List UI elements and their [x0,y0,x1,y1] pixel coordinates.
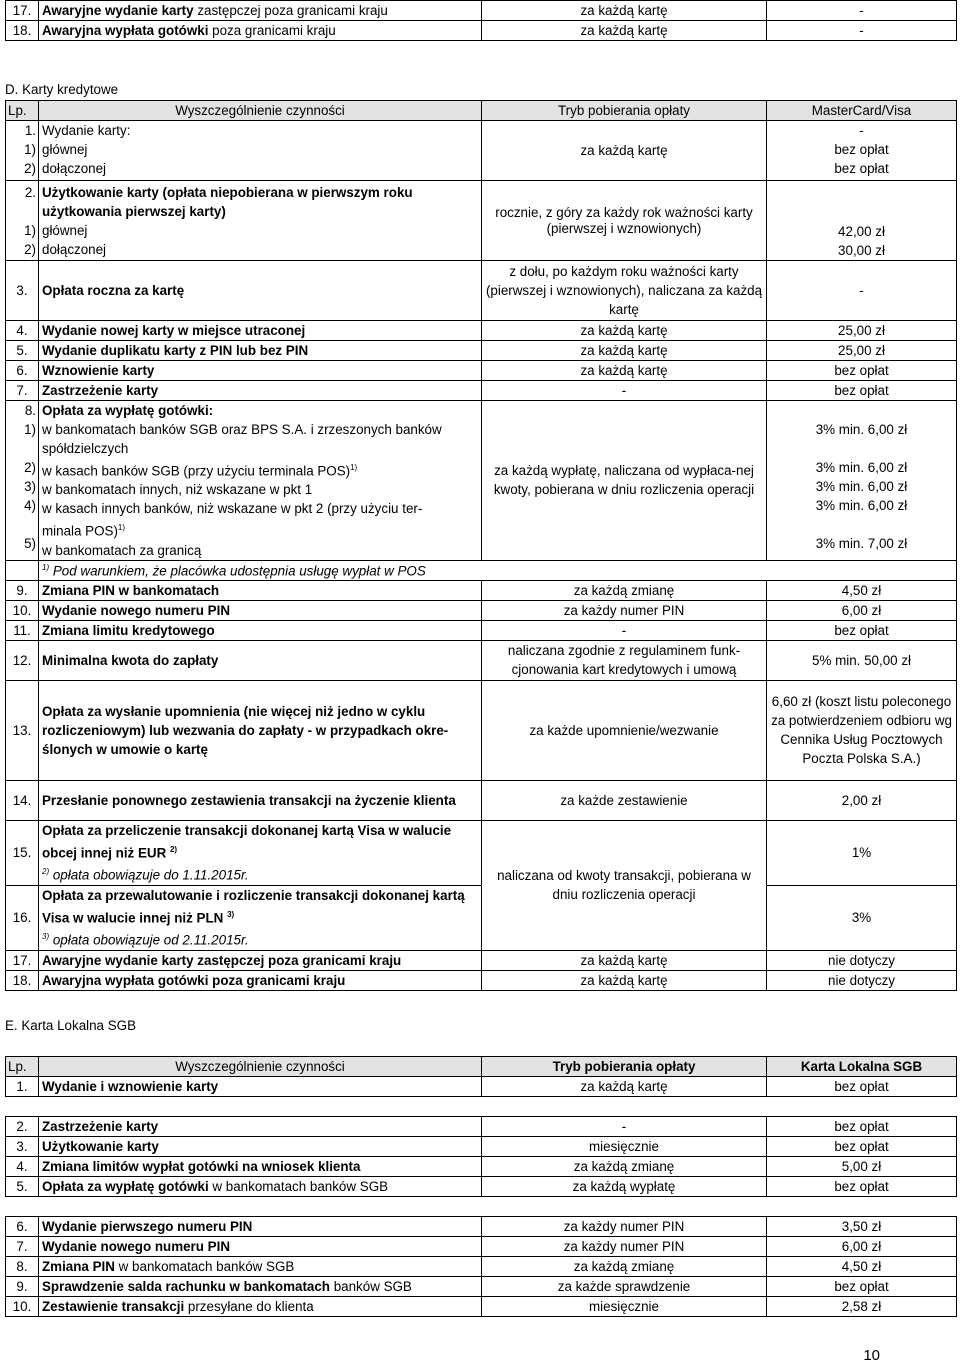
row-fee: - bez opłat bez opłat [767,121,957,181]
row-fee: 6,00 zł [767,1237,957,1257]
table-row [6,1257,957,1277]
footnote: $^{1)}$ Pod warunkiem, że placówka udostępnia usługę wypłat w POS [39,560,957,580]
credit-cards-fee-table [5,100,957,991]
header-lp: Lp. [6,101,39,121]
row-description: Opłata za wysłanie upomnienia (nie więcej niż jedno w cyklu rozliczeniowym) lub wezwania do zapłaty - w przypadkach okre-ślonych w umowie o kartę [39,680,482,780]
row-mode: za każdy numer PIN [482,600,767,620]
row-mode: za każdą kartę [482,970,767,990]
table-row [6,361,957,381]
header-description: Wyszczególnienie czynności [39,1057,482,1077]
row-fee: - [767,261,957,321]
row-number: 9. [6,580,39,600]
row-mode: za każdą zmianę [482,1257,767,1277]
row-description: Zastrzeżenie karty [39,381,482,401]
header-mode: Tryb pobierania opłaty [482,1057,767,1077]
row-number: 13. [6,680,39,780]
row-mode: za każdy numer PIN [482,1217,767,1237]
row-description: Zastrzeżenie karty [39,1117,482,1137]
row-mode: za każdą kartę [482,341,767,361]
row-description: Zmiana limitów wypłat gotówki na wniosek klienta [39,1157,482,1177]
header-mode: Tryb pobierania opłaty [482,101,767,121]
table-row [6,401,957,561]
row-mode: za każdą kartę [482,121,767,181]
row-number: 8. 1) 2) 3) 4) 5) [6,401,39,561]
row-number: 3. [6,261,39,321]
row-mode: za każde zestawienie [482,780,767,820]
table-row [6,1157,957,1177]
row-mode: za każde sprawdzenie [482,1277,767,1297]
row-mode: za każdą wypłatę, naliczana od wypłaca-nej kwoty, pobierana w dniu rozliczenia operacji [482,401,767,561]
table-row [6,950,957,970]
table-row [6,1,957,21]
row-fee: bez opłat [767,381,957,401]
row-number [6,560,39,580]
row-description: Awaryjne wydanie karty zastępczej poza granicami kraju [39,1,482,21]
fee-table-continuation [5,0,957,41]
row-mode: za każdą kartę [482,361,767,381]
table-row [6,970,957,990]
row-mode: z dołu, po każdym roku ważności karty (pierwszej i wznowionych), naliczana za każdą kartę [482,261,767,321]
row-mode: rocznie, z góry za każdy rok ważności karty (pierwszej i wznowionych) [482,181,767,261]
row-fee: 6,00 zł [767,600,957,620]
table-gap [6,1097,957,1117]
header-fee: Karta Lokalna SGB [767,1057,957,1077]
row-number: 12. [6,640,39,680]
row-number: 7. [6,1237,39,1257]
table-row [6,1277,957,1297]
row-fee: 25,00 zł [767,321,957,341]
row-fee: 42,00 zł 30,00 zł [767,181,957,261]
spacer [6,1197,957,1217]
section-title-local-card: E. Karta Lokalna SGB [5,1018,137,1033]
row-number: 9. [6,1277,39,1297]
row-fee: 2,00 zł [767,780,957,820]
row-number: 18. [6,21,39,41]
row-description: Wydanie nowego numeru PIN [39,1237,482,1257]
row-number: 6. [6,361,39,381]
page-number: 10 [863,1347,880,1364]
row-fee: 1% [767,820,957,885]
row-description: Wydanie duplikatu karty z PIN lub bez PIN [39,341,482,361]
row-mode: za każdą kartę [482,321,767,341]
spacer [6,1097,957,1117]
row-mode: za każdą kartę [482,1077,767,1097]
row-number: 11. [6,620,39,640]
row-description: Wydanie karty: głównej dołączonej [39,121,482,181]
header-lp: Lp. [6,1057,39,1077]
table-row [6,780,957,820]
row-description: Opłata za przewalutowanie i rozliczenie transakcji dokonanej kartą Visa w walucie innej niż PLN $^{3)}$ $^{3)}$ opłata obowiązuje od 2.11.2015r. [39,885,482,950]
row-fee: nie dotyczy [767,970,957,990]
table-row [6,885,957,950]
row-mode: za każdą kartę [482,1,767,21]
row-number: 17. [6,950,39,970]
local-card-fee-table [5,1056,957,1317]
row-description: Wydanie pierwszego numeru PIN [39,1217,482,1237]
row-mode: za każdą wypłatę [482,1177,767,1197]
header-description: Wyszczególnienie czynności [39,101,482,121]
row-number: 6. [6,1217,39,1237]
row-mode: za każdą kartę [482,21,767,41]
row-fee: bez opłat [767,361,957,381]
row-fee: 4,50 zł [767,580,957,600]
table-row [6,640,957,680]
row-description: Użytkowanie karty (opłata niepobierana w pierwszym roku użytkowania pierwszej karty) głównej dołączonej [39,181,482,261]
row-fee: 6,60 zł (koszt listu poleconego za potwierdzeniem odbioru wg Cennika Usług Pocztowych Poczta Polska S.A.) [767,680,957,780]
table-gap [6,1197,957,1217]
row-number: 7. [6,381,39,401]
row-fee: bez opłat [767,1137,957,1157]
row-number: 1. 1) 2) [6,121,39,181]
row-description: Wydanie nowej karty w miejsce utraconej [39,321,482,341]
row-description: Zmiana limitu kredytowego [39,620,482,640]
row-fee: - [767,1,957,21]
row-number: 16. [6,885,39,950]
section-title-credit-cards: D. Karty kredytowe [5,82,119,97]
row-description: Zmiana PIN w bankomatach banków SGB [39,1257,482,1277]
row-number: 15. [6,820,39,885]
table-row [6,181,957,261]
table-row [6,1237,957,1257]
table-row [6,820,957,885]
table-row [6,321,957,341]
row-description: Awaryjna wypłata gotówki poza granicami kraju [39,970,482,990]
row-description: Awaryjne wydanie karty zastępczej poza granicami kraju [39,950,482,970]
row-fee: bez opłat [767,1277,957,1297]
row-description: Zmiana PIN w bankomatach [39,580,482,600]
row-number: 18. [6,970,39,990]
table-row [6,1217,957,1237]
row-description: Wydanie i wznowienie karty [39,1077,482,1097]
row-description: Minimalna kwota do zapłaty [39,640,482,680]
row-number: 8. [6,1257,39,1277]
table-row [6,620,957,640]
table-row [6,21,957,41]
table-row [6,1297,957,1317]
row-description: Opłata roczna za kartę [39,261,482,321]
row-number: 14. [6,780,39,820]
table-row [6,1137,957,1157]
row-number: 3. [6,1137,39,1157]
row-mode: za każdą kartę [482,950,767,970]
row-fee: 3% [767,885,957,950]
row-description: Sprawdzenie salda rachunku w bankomatach banków SGB [39,1277,482,1297]
row-fee: bez opłat [767,1117,957,1137]
table-header [6,101,957,121]
row-mode: za każdy numer PIN [482,1237,767,1257]
table-row [6,680,957,780]
row-fee: bez opłat [767,1177,957,1197]
table-row [6,1117,957,1137]
row-mode: miesięcznie [482,1137,767,1157]
table-header [6,1057,957,1077]
row-number: 2. 1) 2) [6,181,39,261]
row-fee: bez opłat [767,620,957,640]
row-number: 5. [6,341,39,361]
table-row [6,121,957,181]
row-mode: - [482,620,767,640]
header-fee: MasterCard/Visa [767,101,957,121]
row-number: 17. [6,1,39,21]
row-number: 10. [6,1297,39,1317]
row-mode: - [482,381,767,401]
row-fee: 25,00 zł [767,341,957,361]
row-description: Opłata za wypłatę gotówki: w bankomatach banków SGB oraz BPS S.A. i zrzeszonych banków spółdzielczych w kasach banków SGB (przy użyciu terminala POS)$^{1)}$ w bankomatach innych, niż wskazane w pkt 1 w kasach innych banków, niż wskazane w pkt 2 (przy użyciu ter- minala POS)$^{1)}$ w bankomatach za granicą [39,401,482,561]
table-row [6,580,957,600]
table-row [6,381,957,401]
row-description: Użytkowanie karty [39,1137,482,1157]
table-row [6,1077,957,1097]
row-fee: 2,58 zł [767,1297,957,1317]
row-mode: naliczana od kwoty transakcji, pobierana w dniu rozliczenia operacji [482,820,767,950]
table-row [6,600,957,620]
table-row [6,261,957,321]
row-fee: nie dotyczy [767,950,957,970]
row-fee: bez opłat [767,1077,957,1097]
row-mode: za każdą zmianę [482,1157,767,1177]
row-description: Zestawienie transakcji przesyłane do klienta [39,1297,482,1317]
row-description: Wznowienie karty [39,361,482,381]
row-fee: 3% min. 6,00 zł 3% min. 6,00 zł 3% min. 6,00 zł 3% min. 6,00 zł 3% min. 7,00 zł [767,401,957,561]
row-description: Awaryjna wypłata gotówki poza granicami kraju [39,21,482,41]
row-fee: 5,00 zł [767,1157,957,1177]
row-number: 4. [6,1157,39,1177]
row-mode: miesięcznie [482,1297,767,1317]
row-fee: 3,50 zł [767,1217,957,1237]
row-mode: za każde upomnienie/wezwanie [482,680,767,780]
row-mode: za każdą zmianę [482,580,767,600]
table-row [6,341,957,361]
row-number: 2. [6,1117,39,1137]
table-row [6,1177,957,1197]
row-number: 4. [6,321,39,341]
row-fee: 5% min. 50,00 zł [767,640,957,680]
row-description: Opłata za przeliczenie transakcji dokonanej kartą Visa w walucie obcej innej niż EUR $^{2)}$ $^{2)}$ opłata obowiązuje do 1.11.2015r. [39,820,482,885]
row-number: 1. [6,1077,39,1097]
row-number: 10. [6,600,39,620]
row-number: 5. [6,1177,39,1197]
row-description: Przesłanie ponownego zestawienia transakcji na życzenie klienta [39,780,482,820]
row-fee: 4,50 zł [767,1257,957,1277]
footnote-row [6,560,957,580]
row-fee: - [767,21,957,41]
row-description: Wydanie nowego numeru PIN [39,600,482,620]
row-mode: - [482,1117,767,1137]
row-mode: naliczana zgodnie z regulaminem funk-cjonowania kart kredytowych i umową [482,640,767,680]
row-description: Opłata za wypłatę gotówki w bankomatach banków SGB [39,1177,482,1197]
